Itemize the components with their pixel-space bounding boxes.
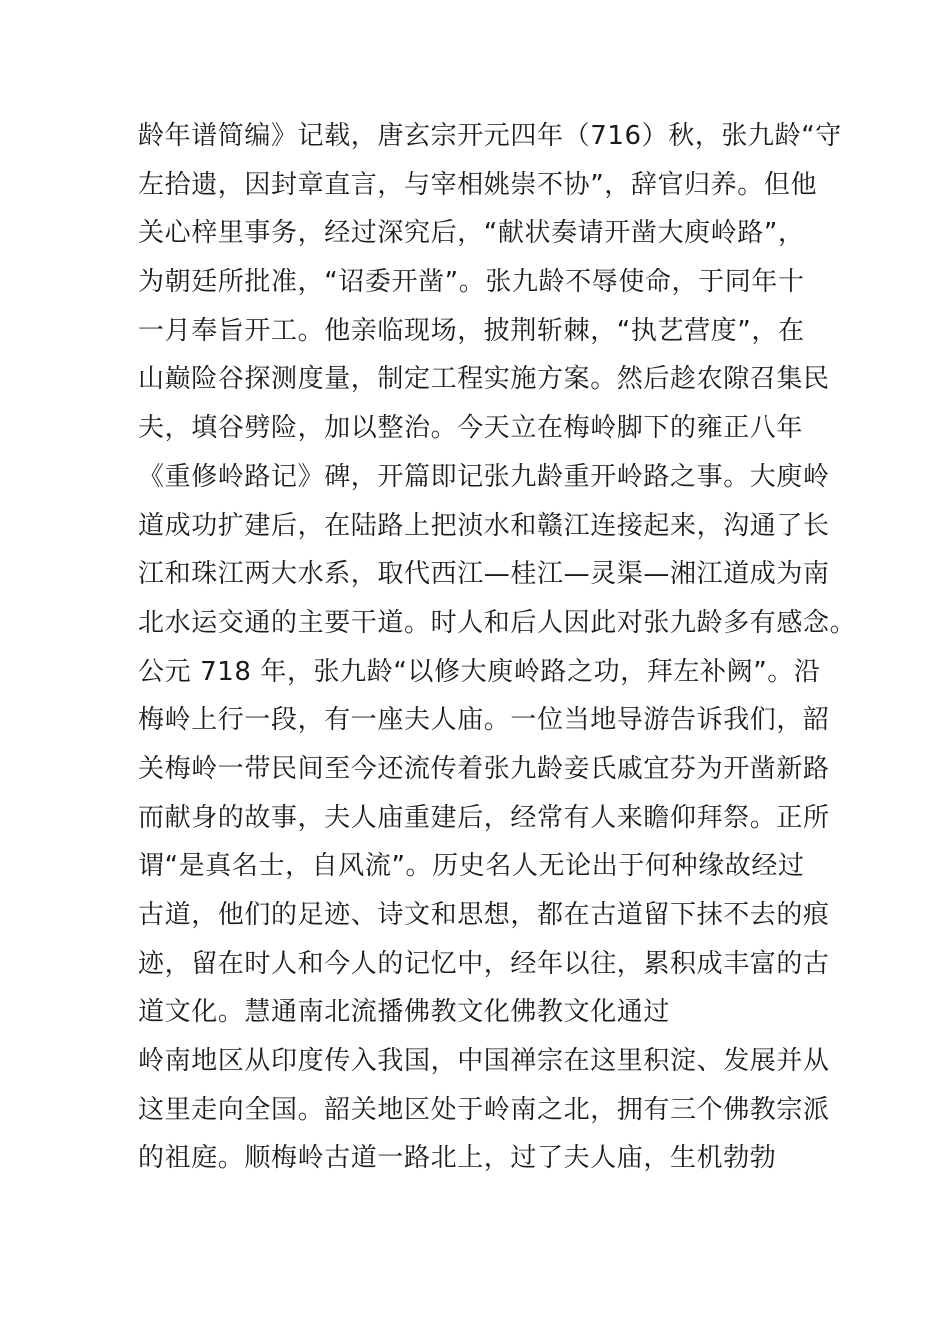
text-line: 山巅险谷探测度量，制定工程实施方案。然后趁农隙召集民: [138, 364, 830, 395]
text-line: 北水运交通的主要干道。时人和后人因此对张九龄多有感念。: [138, 607, 857, 638]
text-line: 江和珠江两大水系，取代西江—桂江—灵渠—湘江道成为南: [138, 559, 830, 590]
text-line: 《重修岭路记》碑，开篇即记张九龄重开岭路之事。大庾岭: [138, 461, 830, 492]
text-line: 迹，留在时人和今人的记忆中，经年以往，累积成丰富的古: [138, 948, 830, 979]
text-line: 一月奉旨开工。他亲临现场，披荆斩棘，“执艺营度”，在: [138, 315, 805, 346]
text-line: 道成功扩建后，在陆路上把浈水和赣江连接起来，沟通了长: [138, 510, 830, 541]
text-line: 这里走向全国。韶关地区处于岭南之北，拥有三个佛教宗派: [138, 1094, 830, 1125]
text-line: 的祖庭。顺梅岭古道一路北上，过了夫人庙，生机勃勃: [138, 1143, 777, 1174]
text-line: 公元 718 年，张九龄“以修大庾岭路之功，拜左补阙”。沿: [138, 656, 821, 687]
text-line: 关梅岭一带民间至今还流传着张九龄妾氏戚宜芬为开凿新路: [138, 753, 830, 784]
text-line: 岭南地区从印度传入我国，中国禅宗在这里积淀、发展并从: [138, 1046, 830, 1077]
text-line: 谓“是真名士，自风流”。历史名人无论出于何种缘故经过: [138, 851, 805, 882]
text-line: 夫，填谷劈险，加以整治。今天立在梅岭脚下的雍正八年: [138, 413, 804, 444]
body-text: [138, 112, 857, 1183]
text-line: 而献身的故事，夫人庙重建后，经常有人来瞻仰拜祭。正所: [138, 802, 830, 833]
text-line: 左拾遗，因封章直言，与宰相姚崇不协”，辞官归养。但他: [138, 169, 818, 200]
text-line: 为朝廷所批准，“诏委开凿”。张九龄不辱使命，于同年十: [138, 267, 805, 298]
text-line: 梅岭上行一段，有一座夫人庙。一位当地导游告诉我们，韶: [138, 705, 830, 736]
text-line: 道文化。慧通南北流播佛教文化佛教文化通过: [138, 997, 671, 1028]
text-line: 关心梓里事务，经过深究后，“献状奏请开凿大庾岭路”，: [138, 218, 805, 249]
text-line: 古道，他们的足迹、诗文和思想，都在古道留下抹不去的痕: [138, 900, 830, 930]
text-line: 龄年谱简编》记载，唐玄宗开元四年（716）秋，张九龄“守: [138, 121, 842, 151]
